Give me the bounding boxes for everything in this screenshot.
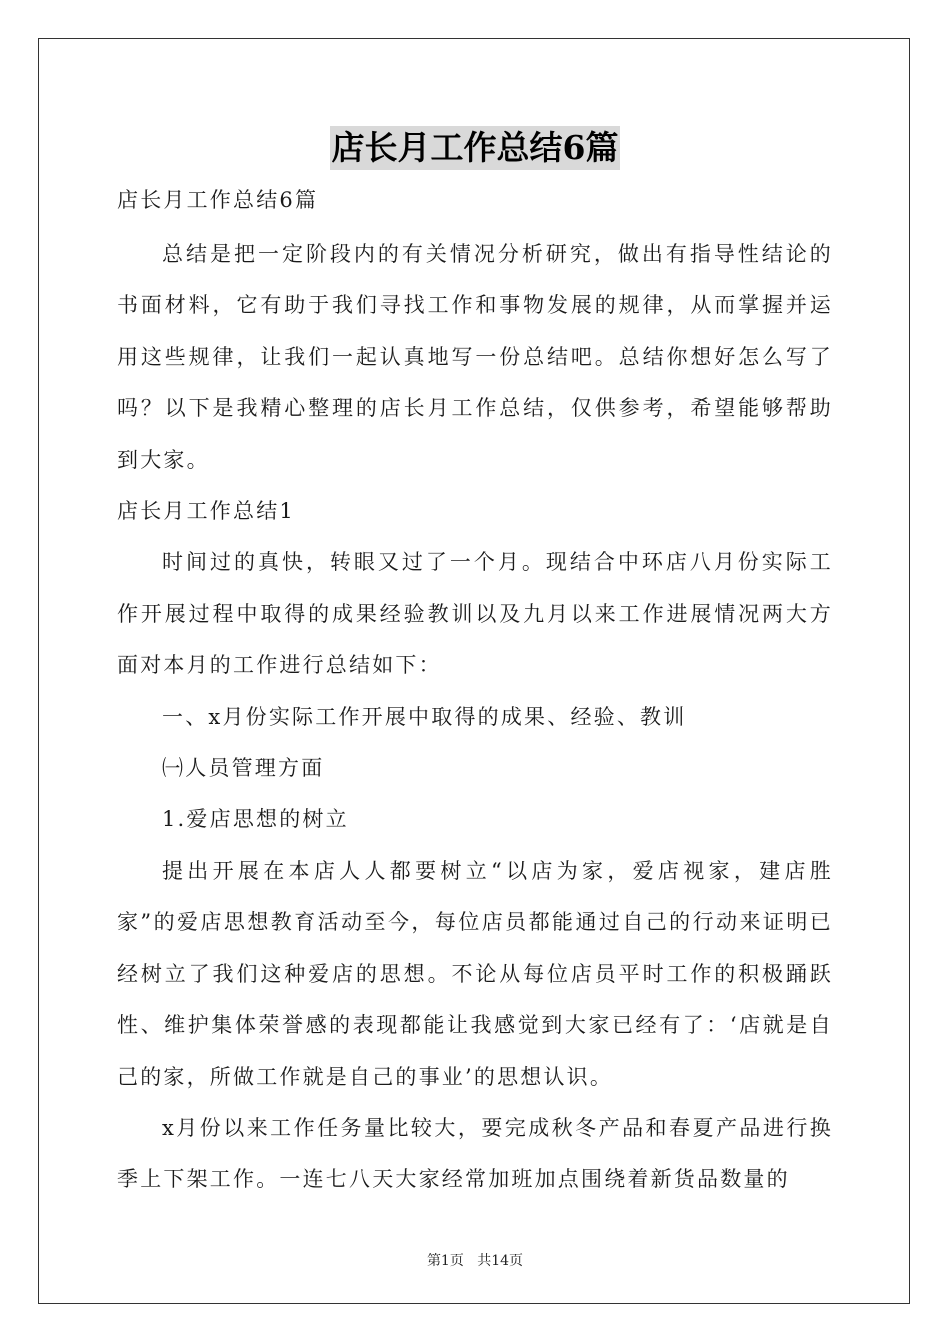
page-number: 第1页: [426, 1253, 464, 1269]
page-total: 共14页: [477, 1253, 524, 1269]
paragraph-intro: 总结是把一定阶段内的有关情况分析研究，做出有指导性结论的书面材料，它有助于我们寻找工作和事物发展的规律，从而掌握并运用这些规律，让我们一起认真地写一份总结吧。总结你想好怎么写了吗？以下是我精心整理的店长月工作总结，仅供参考，希望能够帮助到大家。: [117, 242, 833, 472]
title-container: [0, 126, 950, 170]
paragraph-subtitle: 店长月工作总结6篇: [117, 188, 319, 212]
heading-level-1: 一、x月份实际工作开展中取得的成果、经验、教训: [162, 704, 687, 729]
page-footer: [0, 1250, 950, 1270]
heading-level-2: ㈠人员管理方面: [162, 756, 325, 781]
section-heading-1: 店长月工作总结1: [117, 499, 295, 524]
paragraph-overview: 时间过的真快，转眼又过了一个月。现结合中环店八月份实际工作开展过程中取得的成果经验教训以及九月以来工作进展情况两大方面对本月的工作进行总结如下：: [117, 550, 833, 678]
paragraph-workload: x月份以来工作任务量比较大，要完成秋冬产品和春夏产品进行换季上下架工作。一连七八天大家经常加班加点围绕着新货品数量的: [117, 1115, 833, 1192]
document-body: [117, 178, 833, 1206]
paragraph-store-spirit: 提出开展在本店人人都要树立“以店为家，爱店视家，建店胜家”的爱店思想教育活动至今，每位店员都能通过自己的行动来证明已经树立了我们这种爱店的思想。不论从每位店员平时工作的积极踊跃性、维护集体荣誉感的表现都能让我感觉到大家已经有了：‘店就是自己的家，所做工作就是自己的事业’的思想认识。: [117, 858, 833, 1089]
document-title: 店长月工作总结6篇: [330, 126, 621, 170]
heading-level-3: 1.爱店思想的树立: [162, 807, 349, 832]
